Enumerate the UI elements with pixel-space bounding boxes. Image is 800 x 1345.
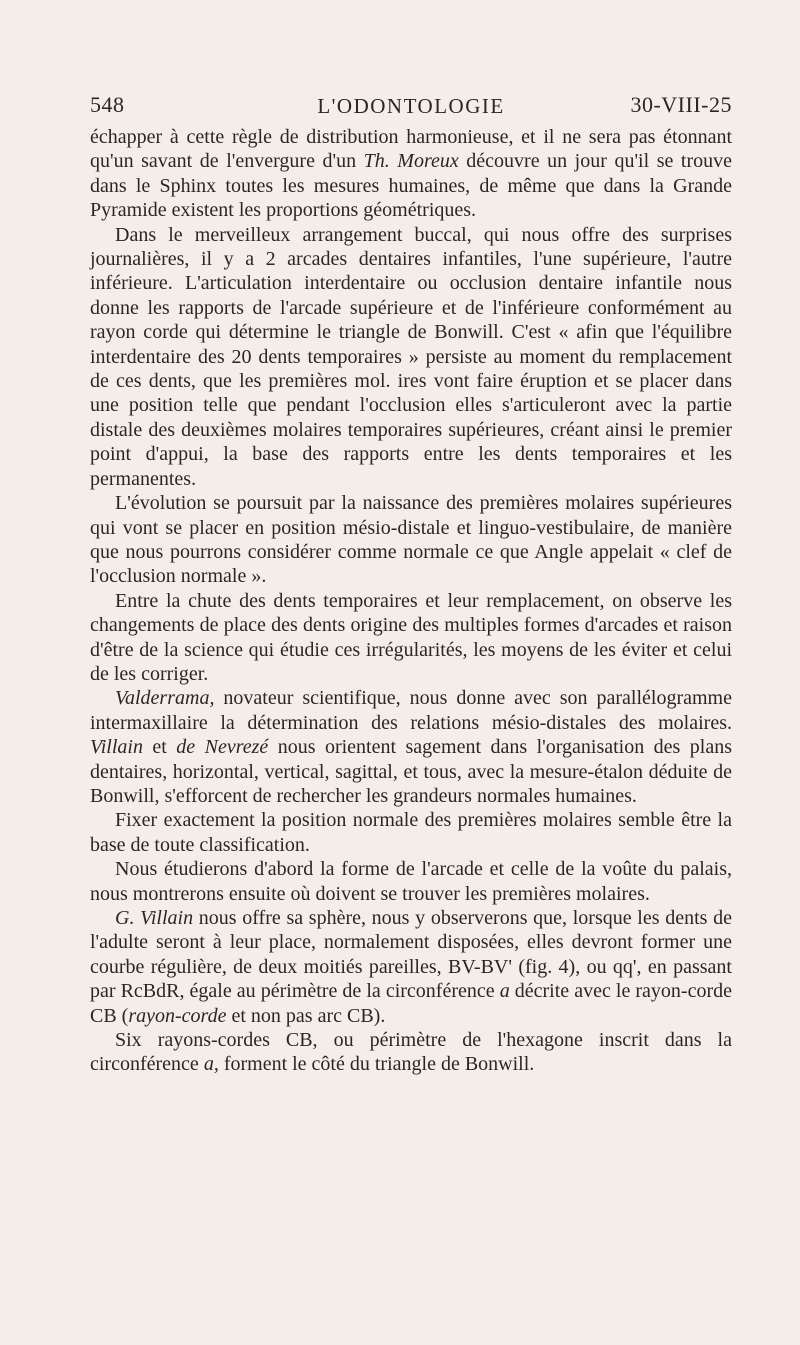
paragraph [90, 125, 732, 223]
italic-text: Valderrama, [115, 687, 215, 710]
italic-text: G. Villain [115, 907, 194, 929]
paragraph [90, 589, 732, 687]
italic-text: Villain [90, 736, 143, 759]
text-run: nous orientent sagement dans l'organisation des plans dentaires, horizontal, vertical, sagittal, et tous, avec la mesure-étalon déduite de Bonwill, s'efforcent de rechercher les grandeurs normales humaines. [90, 736, 732, 807]
page-number: 548 [90, 92, 125, 117]
running-head [90, 92, 732, 122]
text-run: nous offre sa sphère, nous y observerons que, lorsque les dents de l'adulte seront à leur place, normalement disposées, elles devront former une courbe régulière, de deux moitiés pareilles, BV-BV' (fig. 4), ou qq', en passant par RcBdR, égale au périmètre de la circonférence [90, 907, 732, 1003]
italic-text: de Nevrezé [176, 736, 269, 759]
paragraph [90, 1028, 732, 1077]
text-run: et [142, 736, 177, 759]
paragraph [90, 686, 732, 808]
text-run: Entre la chute des dents temporaires et leur remplacement, on observe les changements de place des dents origine des multiples formes d'arcades et raison d'être de la science qui étudie ces irrégularités, les moyens de les éviter et celui de les corriger. [90, 589, 732, 685]
italic-text: a [499, 980, 510, 1003]
page-body [90, 125, 732, 1077]
text-run: Fixer exactement la position normale des premières molaires semble être la base de toute classification. [90, 809, 732, 856]
text-run: novateur scientifique, nous donne avec son parallélogramme intermaxillaire la détermination des relations mésio-distales des molaires. [90, 687, 732, 734]
journal-title: L'ODONTOLOGIE [317, 94, 505, 118]
paragraph [90, 808, 732, 857]
italic-text: Th. Moreux [363, 150, 459, 173]
text-run: L'évolution se poursuit par la naissance des premières molaires supérieures qui vont se placer en position mésio-distale et linguo-vestibulaire, de manière que nous pourrons considérer comme normale ce que Angle appelait « clef de l'occlusion normale ». [90, 492, 732, 588]
paragraph [90, 906, 732, 1028]
paragraph [90, 491, 732, 589]
italic-text: a, [203, 1053, 219, 1076]
paragraph [90, 857, 732, 906]
text-run: et non pas arc CB). [226, 1004, 386, 1027]
italic-text: rayon-corde [128, 1004, 227, 1027]
text-run: Nous étudierons d'abord la forme de l'arcade et celle de la voûte du palais, nous montrerons ensuite où doivent se trouver les premières molaires. [90, 858, 732, 905]
text-run: échapper à cette règle de distribution harmonieuse, et il ne sera pas étonnant qu'un savant de l'envergure d'un [90, 126, 732, 173]
text-run: Dans le merveilleux arrangement buccal, qui nous offre des surprises journalières, il y a 2 arcades dentaires infantiles, l'une supérieure, l'autre inférieure. L'articulation interdentaire ou occlusion dentaire infantile nous donne les rapports de l'arcade supérieure et de l'inférieure conformément au rayon corde qui détermine le triangle de Bonwill. C'est « afin que l'équilibre interdentaire des 20 dents temporaires » persiste au moment du remplacement de ces dents, que les premières mol. ires vont faire éruption et se placer dans une position telle que pendant l'occlusion elles s'articuleront avec la partie distale des deuxièmes molaires temporaires supérieures, créant ainsi le premier point d'appui, la base des rapports entre les dents temporaires et les permanentes. [90, 223, 732, 490]
text-run: décrite avec le rayon-corde CB ( [90, 980, 732, 1027]
text-run: découvre un jour qu'il se trouve dans le Sphinx toutes les mesures humaines, de même que dans la Grande Pyramide existent les proportions géométriques. [90, 150, 732, 222]
text-run: forment le côté du triangle de Bonwill. [218, 1053, 535, 1076]
paragraph [90, 223, 732, 491]
issue-date: 30-VIII-25 [630, 92, 732, 117]
text-run: Six rayons-cordes CB, ou périmètre de l'hexagone inscrit dans la circonférence [90, 1029, 732, 1076]
